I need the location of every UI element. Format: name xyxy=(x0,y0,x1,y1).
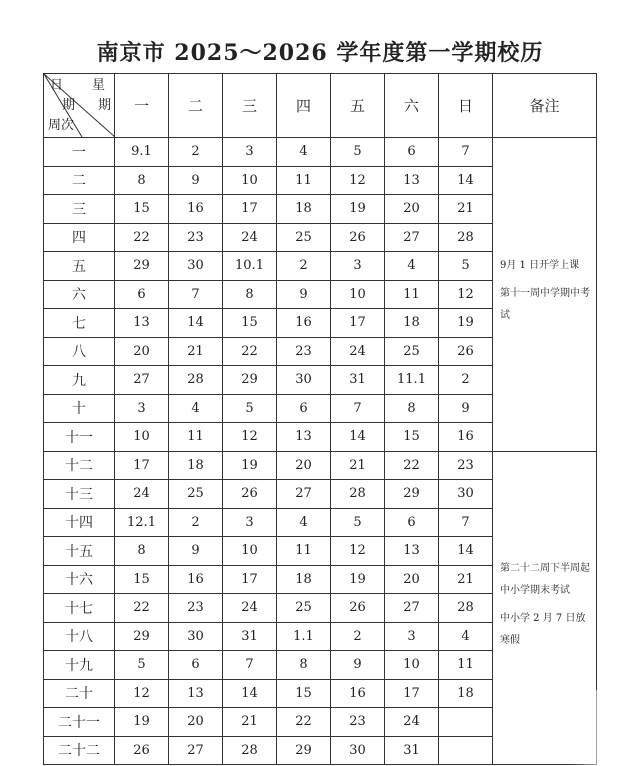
date-cell-wed: 21 xyxy=(223,708,277,737)
date-cell-wed: 24 xyxy=(223,223,277,252)
date-cell-mon: 17 xyxy=(115,451,169,480)
date-cell-sat: 20 xyxy=(385,565,439,594)
date-cell-fri: 21 xyxy=(331,451,385,480)
date-cell-mon: 26 xyxy=(115,736,169,765)
date-cell-tue: 2 xyxy=(169,508,223,537)
week-number-cell: 二 xyxy=(44,166,115,195)
date-cell-fri: 12 xyxy=(331,537,385,566)
date-cell-mon: 3 xyxy=(115,394,169,423)
date-cell-sun: 7 xyxy=(439,138,493,167)
page-title: 南京市 2025～2026 学年度第一学期校历 xyxy=(96,40,544,66)
week-number-cell: 二十一 xyxy=(44,708,115,737)
date-cell-mon: 8 xyxy=(115,166,169,195)
notes-cell-1 xyxy=(493,138,597,452)
date-cell-mon: 9.1 xyxy=(115,138,169,167)
week-number-cell: 二十二 xyxy=(44,736,115,765)
date-cell-mon: 15 xyxy=(115,565,169,594)
date-cell-mon: 22 xyxy=(115,594,169,623)
date-cell-tue: 25 xyxy=(169,480,223,509)
date-cell-thu: 23 xyxy=(277,337,331,366)
date-cell-sat: 24 xyxy=(385,708,439,737)
date-cell-sat: 22 xyxy=(385,451,439,480)
date-cell-fri: 23 xyxy=(331,708,385,737)
note-text: 第二十二周下半周起中小学期末考试 xyxy=(500,562,590,596)
date-cell-mon: 8 xyxy=(115,537,169,566)
date-cell-tue: 6 xyxy=(169,651,223,680)
date-cell-fri: 30 xyxy=(331,736,385,765)
corner-qi-right: 期 xyxy=(98,98,112,113)
date-cell-wed: 10 xyxy=(223,166,277,195)
date-cell-tue: 23 xyxy=(169,223,223,252)
date-cell-mon: 29 xyxy=(115,622,169,651)
week-number-cell: 十五 xyxy=(44,537,115,566)
date-cell-wed: 24 xyxy=(223,594,277,623)
date-cell-fri: 26 xyxy=(331,594,385,623)
date-cell-thu: 9 xyxy=(277,280,331,309)
date-cell-tue: 7 xyxy=(169,280,223,309)
date-cell-sat: 18 xyxy=(385,309,439,338)
date-cell-tue: 18 xyxy=(169,451,223,480)
date-cell-tue: 4 xyxy=(169,394,223,423)
date-cell-tue: 9 xyxy=(169,166,223,195)
date-cell-sun: 5 xyxy=(439,252,493,281)
header-row xyxy=(44,74,597,138)
week-number-cell: 九 xyxy=(44,366,115,395)
date-cell-tue: 30 xyxy=(169,622,223,651)
date-cell-sat: 13 xyxy=(385,537,439,566)
date-cell-thu: 1.1 xyxy=(277,622,331,651)
date-cell-mon: 19 xyxy=(115,708,169,737)
date-cell-thu: 29 xyxy=(277,736,331,765)
date-cell-sat: 6 xyxy=(385,138,439,167)
date-cell-wed: 3 xyxy=(223,138,277,167)
date-cell-wed: 28 xyxy=(223,736,277,765)
date-cell-tue: 14 xyxy=(169,309,223,338)
date-cell-thu: 11 xyxy=(277,537,331,566)
corner-ri: 日 xyxy=(50,78,64,93)
week-number-cell: 七 xyxy=(44,309,115,338)
date-cell-thu: 15 xyxy=(277,679,331,708)
date-cell-mon: 27 xyxy=(115,366,169,395)
date-cell-mon: 12.1 xyxy=(115,508,169,537)
date-cell-sun: 14 xyxy=(439,537,493,566)
date-cell-sun: 26 xyxy=(439,337,493,366)
date-cell-wed: 31 xyxy=(223,622,277,651)
date-cell-sun: 21 xyxy=(439,195,493,224)
week-number-cell: 十 xyxy=(44,394,115,423)
date-cell-mon: 13 xyxy=(115,309,169,338)
date-cell-wed: 10 xyxy=(223,537,277,566)
week-number-cell: 十八 xyxy=(44,622,115,651)
date-cell-sat: 17 xyxy=(385,679,439,708)
notes-header: 备注 xyxy=(493,74,597,138)
date-cell-tue: 11 xyxy=(169,423,223,452)
week-number-cell: 十四 xyxy=(44,508,115,537)
week-number-cell: 十七 xyxy=(44,594,115,623)
date-cell-mon: 5 xyxy=(115,651,169,680)
date-cell-mon: 6 xyxy=(115,280,169,309)
date-cell-fri: 9 xyxy=(331,651,385,680)
week-number-cell: 十九 xyxy=(44,651,115,680)
date-cell-tue: 20 xyxy=(169,708,223,737)
date-cell-tue: 13 xyxy=(169,679,223,708)
date-cell-fri: 28 xyxy=(331,480,385,509)
date-cell-fri: 7 xyxy=(331,394,385,423)
date-cell-sun: 4 xyxy=(439,622,493,651)
date-cell-fri: 31 xyxy=(331,366,385,395)
date-cell-sun: 28 xyxy=(439,594,493,623)
date-cell-thu: 13 xyxy=(277,423,331,452)
date-cell-wed: 17 xyxy=(223,565,277,594)
date-cell-sun: 23 xyxy=(439,451,493,480)
date-cell-fri: 16 xyxy=(331,679,385,708)
date-cell-sun: 30 xyxy=(439,480,493,509)
day-header-sat: 六 xyxy=(385,74,439,138)
date-cell-fri: 2 xyxy=(331,622,385,651)
date-cell-sun: 14 xyxy=(439,166,493,195)
week-number-cell: 十三 xyxy=(44,480,115,509)
calendar-body xyxy=(44,138,597,765)
date-cell-wed: 8 xyxy=(223,280,277,309)
date-cell-thu: 18 xyxy=(277,195,331,224)
date-cell-wed: 19 xyxy=(223,451,277,480)
date-cell-fri: 24 xyxy=(331,337,385,366)
date-cell-thu: 27 xyxy=(277,480,331,509)
date-cell-sat: 3 xyxy=(385,622,439,651)
date-cell-tue: 23 xyxy=(169,594,223,623)
week-number-cell: 十一 xyxy=(44,423,115,452)
date-cell-sat: 11.1 xyxy=(385,366,439,395)
day-header-thu: 四 xyxy=(277,74,331,138)
note-text: 9月 1 日开学上课 xyxy=(500,260,580,272)
date-cell-thu: 6 xyxy=(277,394,331,423)
week-number-cell: 一 xyxy=(44,138,115,167)
date-cell-sat: 27 xyxy=(385,223,439,252)
day-header-tue: 二 xyxy=(169,74,223,138)
week-number-cell: 八 xyxy=(44,337,115,366)
date-cell-mon: 22 xyxy=(115,223,169,252)
date-cell-sat: 13 xyxy=(385,166,439,195)
date-cell-sat: 29 xyxy=(385,480,439,509)
date-cell-sun: 7 xyxy=(439,508,493,537)
edge-fade xyxy=(570,690,640,766)
day-header-fri: 五 xyxy=(331,74,385,138)
date-cell-fri: 14 xyxy=(331,423,385,452)
date-cell-wed: 7 xyxy=(223,651,277,680)
date-cell-thu: 30 xyxy=(277,366,331,395)
date-cell-sun: 16 xyxy=(439,423,493,452)
school-calendar-table xyxy=(43,73,597,765)
date-cell-mon: 29 xyxy=(115,252,169,281)
date-cell-fri: 17 xyxy=(331,309,385,338)
date-cell-sun: 2 xyxy=(439,366,493,395)
week-number-cell: 六 xyxy=(44,280,115,309)
date-cell-sat: 10 xyxy=(385,651,439,680)
date-cell-tue: 30 xyxy=(169,252,223,281)
date-cell-thu: 2 xyxy=(277,252,331,281)
week-number-cell: 十二 xyxy=(44,451,115,480)
date-cell-sat: 25 xyxy=(385,337,439,366)
date-cell-mon: 12 xyxy=(115,679,169,708)
day-header-wed: 三 xyxy=(223,74,277,138)
date-cell-sun: 9 xyxy=(439,394,493,423)
week-number-cell: 三 xyxy=(44,195,115,224)
date-cell-sun: 12 xyxy=(439,280,493,309)
date-cell-sat: 20 xyxy=(385,195,439,224)
date-cell-wed: 26 xyxy=(223,480,277,509)
date-cell-sun: 18 xyxy=(439,679,493,708)
week-number-cell: 四 xyxy=(44,223,115,252)
date-cell-thu: 22 xyxy=(277,708,331,737)
date-cell-fri: 26 xyxy=(331,223,385,252)
note-text: 第十一周中学期中考试 xyxy=(500,288,590,322)
date-cell-mon: 10 xyxy=(115,423,169,452)
date-cell-thu: 16 xyxy=(277,309,331,338)
table-row xyxy=(44,451,597,480)
date-cell-fri: 19 xyxy=(331,195,385,224)
note-text: 中小学 2 月 7 日放寒假 xyxy=(500,612,586,646)
date-cell-sat: 11 xyxy=(385,280,439,309)
date-cell-sun xyxy=(439,708,493,737)
date-cell-thu: 20 xyxy=(277,451,331,480)
date-cell-mon: 15 xyxy=(115,195,169,224)
date-cell-wed: 15 xyxy=(223,309,277,338)
date-cell-tue: 16 xyxy=(169,195,223,224)
date-cell-fri: 5 xyxy=(331,138,385,167)
date-cell-fri: 12 xyxy=(331,166,385,195)
date-cell-fri: 5 xyxy=(331,508,385,537)
corner-header-cell xyxy=(44,74,115,138)
date-cell-fri: 10 xyxy=(331,280,385,309)
date-cell-sun: 28 xyxy=(439,223,493,252)
date-cell-tue: 21 xyxy=(169,337,223,366)
date-cell-wed: 10.1 xyxy=(223,252,277,281)
week-number-cell: 五 xyxy=(44,252,115,281)
table-row xyxy=(44,138,597,167)
date-cell-fri: 19 xyxy=(331,565,385,594)
date-cell-sat: 27 xyxy=(385,594,439,623)
date-cell-wed: 3 xyxy=(223,508,277,537)
date-cell-thu: 8 xyxy=(277,651,331,680)
date-cell-tue: 28 xyxy=(169,366,223,395)
date-cell-sun xyxy=(439,736,493,765)
day-header-mon: 一 xyxy=(115,74,169,138)
date-cell-tue: 2 xyxy=(169,138,223,167)
date-cell-thu: 25 xyxy=(277,594,331,623)
date-cell-thu: 4 xyxy=(277,508,331,537)
date-cell-tue: 9 xyxy=(169,537,223,566)
date-cell-thu: 18 xyxy=(277,565,331,594)
corner-zhouci: 周次 xyxy=(48,118,75,133)
date-cell-sat: 31 xyxy=(385,736,439,765)
date-cell-thu: 11 xyxy=(277,166,331,195)
date-cell-fri: 3 xyxy=(331,252,385,281)
date-cell-sat: 15 xyxy=(385,423,439,452)
date-cell-wed: 29 xyxy=(223,366,277,395)
corner-xing: 星 xyxy=(92,78,106,93)
date-cell-wed: 12 xyxy=(223,423,277,452)
date-cell-sun: 21 xyxy=(439,565,493,594)
date-cell-mon: 24 xyxy=(115,480,169,509)
date-cell-wed: 5 xyxy=(223,394,277,423)
date-cell-sun: 11 xyxy=(439,651,493,680)
week-number-cell: 十六 xyxy=(44,565,115,594)
date-cell-sat: 8 xyxy=(385,394,439,423)
date-cell-sat: 4 xyxy=(385,252,439,281)
date-cell-sat: 6 xyxy=(385,508,439,537)
date-cell-mon: 20 xyxy=(115,337,169,366)
day-header-sun: 日 xyxy=(439,74,493,138)
week-number-cell: 二十 xyxy=(44,679,115,708)
date-cell-thu: 4 xyxy=(277,138,331,167)
date-cell-tue: 16 xyxy=(169,565,223,594)
date-cell-wed: 17 xyxy=(223,195,277,224)
date-cell-thu: 25 xyxy=(277,223,331,252)
date-cell-wed: 14 xyxy=(223,679,277,708)
date-cell-sun: 19 xyxy=(439,309,493,338)
date-cell-wed: 22 xyxy=(223,337,277,366)
corner-qi-left: 期 xyxy=(62,98,76,113)
date-cell-tue: 27 xyxy=(169,736,223,765)
